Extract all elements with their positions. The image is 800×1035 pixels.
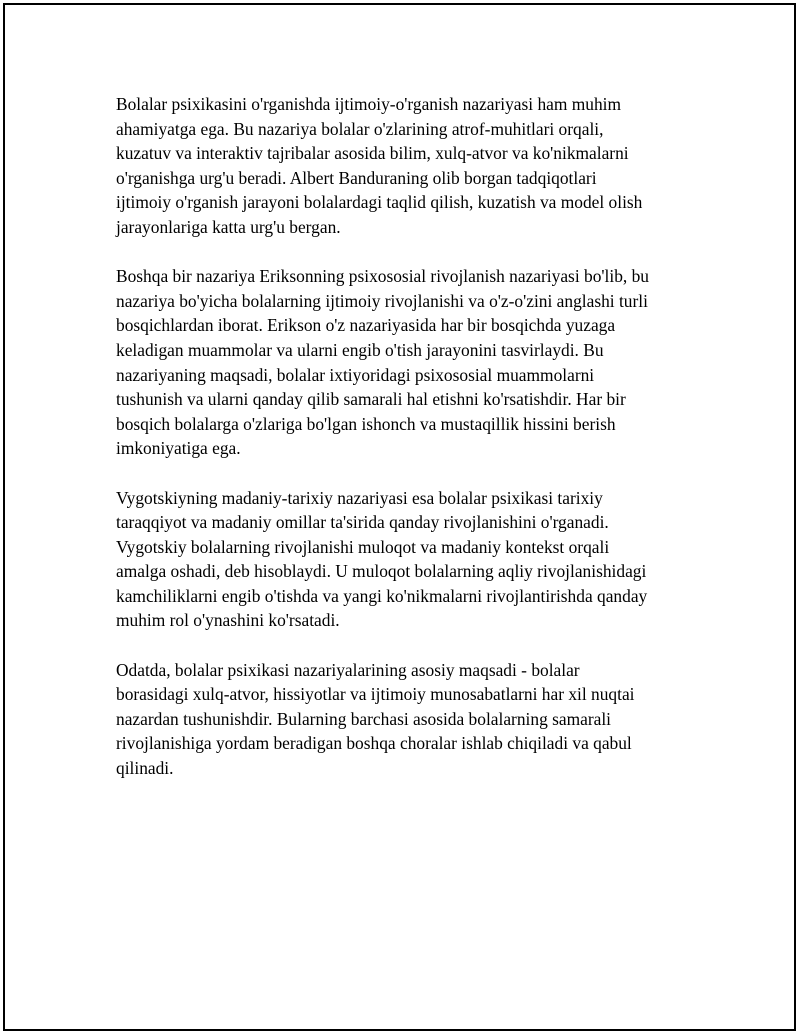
paragraph-vygotsky: Vygotskiyning madaniy-tarixiy nazariyasi esa bolalar psixikasi tarixiy taraqqiyot va madaniy omillar ta'sirida qanday rivojlanishini o'rganadi. Vygotskiy bolalarning rivojlanishi muloqot va madaniy kontekst orqali amalga oshadi, deb hisoblaydi. U muloqot bolalarning aqliy rivojlanishidagi kamchiliklarni engib o'tishda va yangi ko'nikmalarni rivojlantirishda qanday muhim rol o'ynashini ko'rsatadi.	[116, 487, 648, 631]
paragraph-social-learning: Bolalar psixikasini o'rganishda ijtimoiy-o'rganish nazariyasi ham muhim ahamiyatga ega. Bu nazariya bolalar o'zlarining atrof-muhitlari orqali, kuzatuv va interaktiv tajribalar asosida bilim, xulq-atvor va ko'nikmalarni o'rganishga urg'u beradi. Albert Banduraning olib borgan tadqiqotlari ijtimoiy o'rganish jarayoni bolalardagi taqlid qilish, kuzatish va model olish jarayonlariga katta urg'u bergan.	[116, 94, 643, 237]
paragraph-conclusion: Odatda, bolalar psixikasi nazariyalarining asosiy maqsadi - bolalar borasidagi xulq-atvor, hissiyotlar va ijtimoiy munosabatlarni har xil nuqtai nazardan tushunishdir. Bularning barchasi asosida bolalarning samarali rivojlanishiga yordam beradigan boshqa choralar ishlab chiqiladi va qabul qilinadi.	[116, 659, 635, 779]
paragraph-erikson: Boshqa bir nazariya Eriksonning psixososial rivojlanish nazariyasi bo'lib, bu nazariya bo'yicha bolalarning ijtimoiy rivojlanishi va o'z-o'zini anglashi turli bosqichlardan iborat. Erikson o'z nazariyasida har bir bosqichda yuzaga keladigan muammolar va ularni engib o'tish jarayonini tasvirlaydi. Bu nazariyaning maqsadi, bolalar ixtiyoridagi psixososial muammolarni tushunish va ularni qanday qilib samarali hal etishni ko'rsatishdir. Har bir bosqich bolalarga o'zlariga bo'lgan ishonch va mustaqillik hissini berish imkoniyatiga ega.	[116, 266, 649, 459]
document-body	[116, 92, 696, 805]
